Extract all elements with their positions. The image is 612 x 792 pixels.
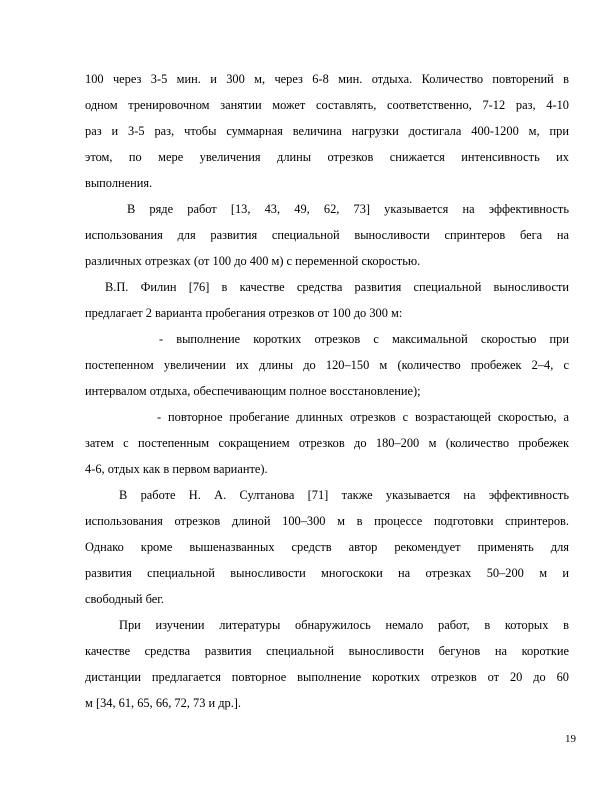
text-line: предлагает 2 варианта пробегания отрезков от 100 до 300 м: [85,306,403,320]
text-line: 100 через 3-5 мин. и 300 м, через 6-8 мин. отдыха. Количество повторений в [85,72,569,86]
text-line: одном тренировочном занятии может составлять, соответственно, 7-12 раз, 4-10 [85,98,569,112]
text-line: В ряде работ [13, 43, 49, 62, 73] указывается на эффективность [127,202,569,216]
text-line: использования отрезков длиной 100–300 м в процессе подготовки спринтеров. [85,514,569,528]
text-line: свободный бег. [85,592,165,606]
text-line: этом, по мере увеличения длины отрезков снижается интенсивность их [85,150,569,164]
text-line: - выполнение коротких отрезков с максимальной скоростью при [159,332,569,346]
page-number: 19 [565,733,576,745]
text-line: м [34, 61, 65, 66, 72, 73 и др.]. [85,696,242,710]
text-line: - повторное пробегание длинных отрезков с возрастающей скоростью, а [157,410,569,424]
text-line: 4-6, отдых как в первом варианте). [85,462,268,476]
text-line: развития специальной выносливости многоскоки на отрезках 50–200 м и [85,566,569,580]
text-line: интервалом отдыха, обеспечивающим полное восстановление); [85,384,421,398]
text-line: При изучении литературы обнаружилось немало работ, в которых в [119,618,569,632]
text-line: Однако кроме вышеназванных средств автор рекомендует применять для [85,540,569,554]
text-line: затем с постепенным сокращением отрезков до 180–200 м (количество пробежек [85,436,569,450]
text-line: В работе Н. А. Султанова [71] также указывается на эффективность [119,488,569,502]
text-line: постепенном увеличении их длины до 120–150 м (количество пробежек 2–4, с [85,358,569,372]
text-line: дистанции предлагается повторное выполнение коротких отрезков от 20 до 60 [85,670,569,684]
text-line: различных отрезках (от 100 до 400 м) с переменной скоростью. [85,254,421,268]
text-line: качестве средства развития специальной выносливости бегунов на короткие [85,644,569,658]
text-line: использования для развития специальной выносливости спринтеров бега на [85,228,569,242]
text-line: выполнения. [85,176,153,190]
text-line: В.П. Филин [76] в качестве средства развития специальной выносливости [105,280,569,294]
text-line: раз и 3-5 раз, чтобы суммарная величина нагрузки достигала 400-1200 м, при [85,124,569,138]
